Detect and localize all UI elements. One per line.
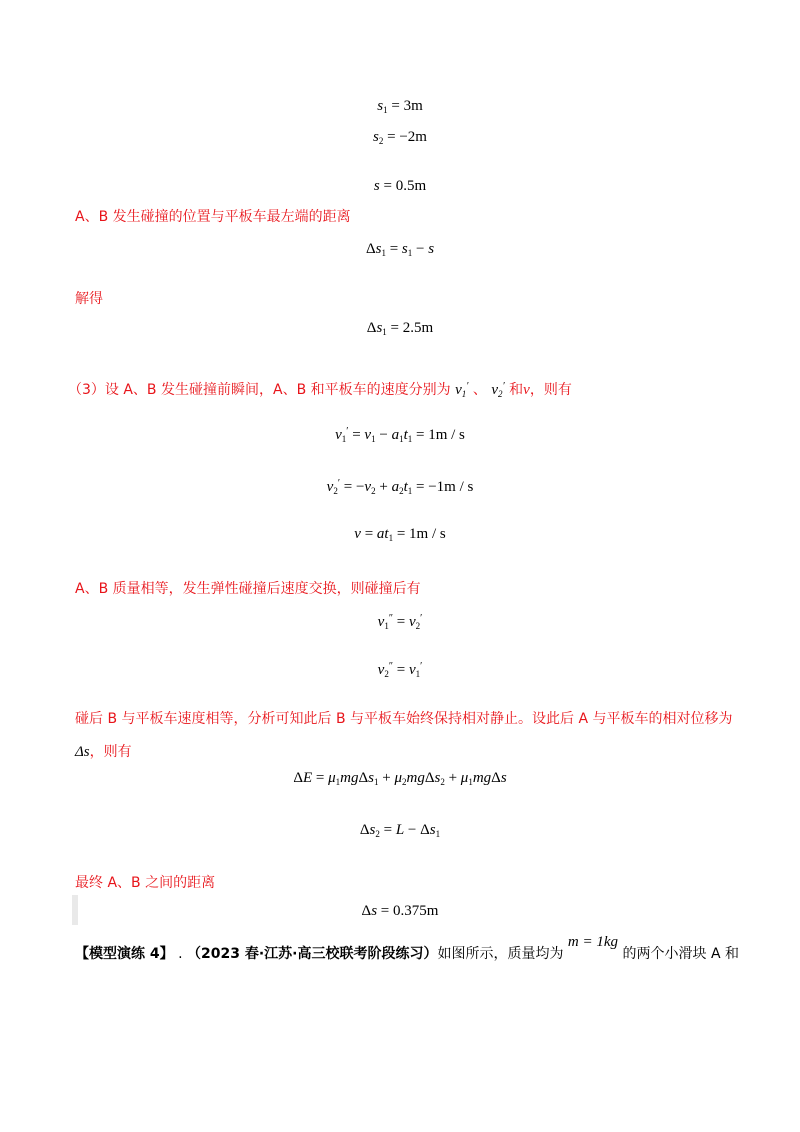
delta-s-final-value: 0.375m xyxy=(393,903,439,919)
equation-delta-s2: $\Delta s_2 = L - \Delta s_1$ xyxy=(359,822,441,839)
equation-delta-s-final: Δs = 0.375m xyxy=(361,903,439,919)
equation-energy: $\Delta E = \mu_1mg\Delta s_1 + \mu_2mg\Delta s_2 + \mu_1mg\Delta s$ xyxy=(293,770,507,787)
part3-and: 和 xyxy=(509,382,524,398)
exercise-line xyxy=(75,934,739,964)
v-value: 1m / s xyxy=(409,526,446,542)
exercise-body-1: 如图所示，质量均为 xyxy=(437,946,564,962)
equation-delta-s1-def: $\Delta s_1 = s_1 - s$ xyxy=(365,241,435,258)
text-part3 xyxy=(68,380,572,400)
text-final-distance: 最终 A、B 之间的距离 xyxy=(75,875,216,891)
equation-v1-double-prime: $v_1'' = v_2'$ xyxy=(377,613,423,631)
equation-v2-double-prime: $v_2'' = v_1'$ xyxy=(377,661,423,679)
equation-s: s = 0.5m xyxy=(373,178,427,194)
v1-prime-symbol: $v_1'$ xyxy=(455,381,469,399)
after-ds-symbol: Δs xyxy=(75,744,90,760)
equation-v2-prime: $v_2' = -v_2 + a_2t_1 = -1m / s$ xyxy=(326,478,474,496)
text-mass-equal: A、B 质量相等，发生弹性碰撞后速度交换，则碰撞后有 xyxy=(75,581,421,597)
exercise-body-2: 的两个小滑块 A 和 xyxy=(622,946,739,962)
exercise-dot: . xyxy=(178,946,183,962)
part3-prefix: （3）设 A、B 发生碰撞前瞬间，A、B 和平板车的速度分别为 xyxy=(68,382,451,398)
text-after-collision-cont xyxy=(75,742,132,762)
part3-v: v xyxy=(523,382,530,398)
s-value: 0.5m xyxy=(395,178,427,194)
exercise-mass: m = 1kg xyxy=(567,934,619,950)
v2-prime-value: −1m / s xyxy=(428,479,474,495)
s1-value: 3m xyxy=(403,98,423,114)
v2-prime-symbol: $v_2'$ xyxy=(491,381,505,399)
text-after-collision: 碰后 B 与平板车速度相等，分析可知此后 B 与平板车始终保持相对静止。设此后 A 与平板车的相对位移为 xyxy=(75,711,733,727)
exercise-source: （2023 春·江苏·高三校联考阶段练习） xyxy=(186,946,438,962)
text-collision-distance: A、B 发生碰撞的位置与平板车最左端的距离 xyxy=(75,209,351,225)
equation-s2: $s_2 = -2m$ xyxy=(373,129,427,146)
v1-prime-value: 1m / s xyxy=(428,427,465,443)
s2-value: −2m xyxy=(399,129,427,145)
equation-v1-prime: $v_1' = v_1 - a_1t_1 = 1m / s$ xyxy=(335,426,465,444)
equation-delta-s1-value: $\Delta s_1 = 2.5m$ xyxy=(366,320,434,337)
equation-v: $v = at_1 = 1m / s$ xyxy=(354,526,446,543)
equation-s1: $s_1 = 3m$ xyxy=(377,98,423,115)
part3-suffix: ，则有 xyxy=(529,382,572,398)
delta-s1-value: 2.5m xyxy=(402,320,434,336)
text-solve: 解得 xyxy=(75,291,103,307)
part3-sep: 、 xyxy=(472,382,487,398)
after-then: ，则有 xyxy=(89,744,132,760)
exercise-tag: 【模型演练 4】 xyxy=(75,946,174,962)
